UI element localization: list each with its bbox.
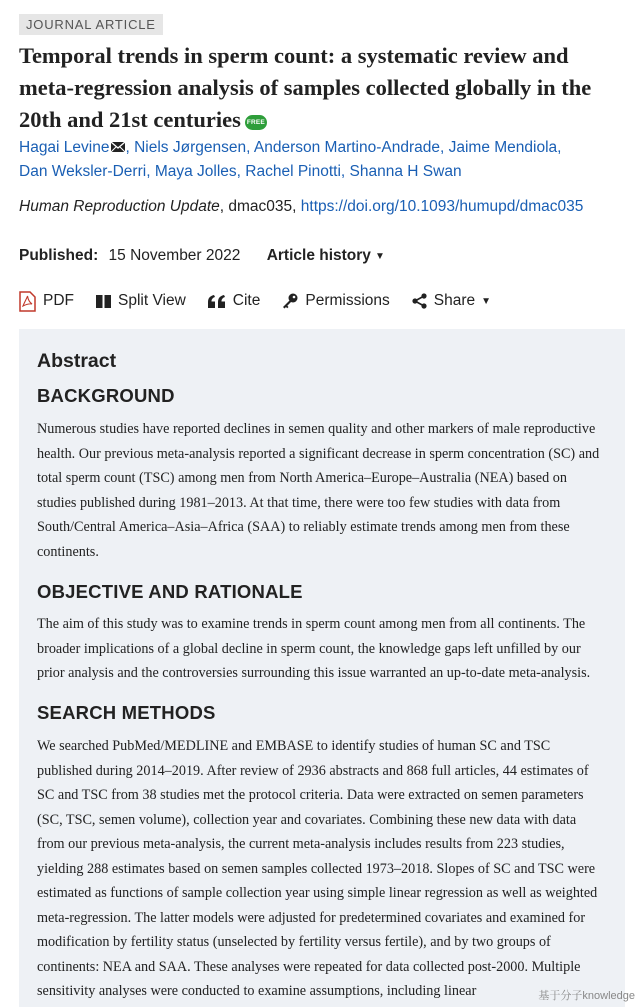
split-view-button[interactable] bbox=[96, 292, 186, 310]
published-label: Published: bbox=[19, 247, 99, 264]
article-title-text: Temporal trends in sperm count: a systematic review and meta-regression analysis of samples collected globally in the 20th and 21st centuries bbox=[19, 43, 592, 132]
section-body: Numerous studies have reported declines in semen quality and other markers of male reproductive health. Our previous meta-analysis reported a significant decrease in sperm concentration (SC) and total sperm count (TSC) among men from North America–Europe–Australia (NEA) based on studies published during 1981–2013. At that time, there were too few studies with data from South/Central America–Asia–Africa (SAA) to reliably estimate trends among men from these continents. bbox=[37, 421, 600, 560]
section-heading: SEARCH METHODS bbox=[37, 702, 216, 723]
author-link[interactable]: Rachel Pinotti bbox=[245, 163, 341, 180]
author-link[interactable]: Anderson Martino-Andrade bbox=[253, 139, 440, 156]
quote-icon bbox=[208, 295, 226, 308]
author-list: Hagai Levine , Niels Jørgensen, Anderson Martino-Andrade, Jaime Mendiola, Dan Weksler-Derri, Maya Jolles, Rachel Pinotti, Shanna H Swan bbox=[19, 139, 562, 180]
journal-name: Human Reproduction Update bbox=[19, 198, 220, 215]
abstract-panel bbox=[19, 329, 625, 1007]
author-link[interactable]: Dan Weksler-Derri bbox=[19, 163, 147, 180]
pdf-icon bbox=[19, 291, 36, 312]
published-date: 15 November 2022 bbox=[108, 247, 241, 264]
citation-line bbox=[19, 195, 624, 219]
abstract-heading: Abstract bbox=[37, 350, 117, 372]
split-view-icon bbox=[96, 295, 111, 308]
article-history-label: Article history bbox=[266, 247, 371, 264]
permissions-button[interactable] bbox=[282, 292, 389, 310]
author-link[interactable]: Niels Jørgensen bbox=[134, 139, 247, 156]
pdf-label: PDF bbox=[43, 292, 74, 309]
section-heading: OBJECTIVE AND RATIONALE bbox=[37, 581, 303, 602]
author-link[interactable]: Hagai Levine bbox=[19, 139, 110, 156]
section-heading: BACKGROUND bbox=[37, 385, 175, 406]
doi-link[interactable]: https://doi.org/10.1093/humupd/dmac035 bbox=[300, 198, 584, 215]
article-title bbox=[19, 40, 619, 136]
section-body: We searched PubMed/MEDLINE and EMBASE to identify studies of human SC and TSC published during 2014–2019. After review of 2936 abstracts and 868 full articles, 44 estimates of SC and TSC from 38 studies met the protocol criteria. Data were extracted on semen parameters (SC, TSC, semen volume), collection year and covariates. Combining these new data with data from our previous meta-analysis, the current meta-analysis includes results from 223 studies, yielding 288 estimates based on semen samples collected 1973–2018. Slopes of SC and TSC were estimated as functions of sample collection year using simple linear regression as well as weighted meta-regression. The latter models were adjusted for predetermined covariates and examined for modification by fertility status (unselected by fertility versus fertile), and by two groups of continents: NEA and SAA. These analyses were repeated for data collected post-2000. Multiple sensitivity analyses were conducted to examine assumptions, including linear bbox=[37, 738, 598, 999]
article-toolbar bbox=[19, 288, 513, 314]
author-link[interactable]: Maya Jolles bbox=[154, 163, 237, 180]
share-icon bbox=[412, 293, 427, 309]
cite-button[interactable] bbox=[208, 292, 261, 310]
publication-info bbox=[19, 245, 385, 268]
article-history-dropdown[interactable] bbox=[267, 247, 385, 264]
author-link[interactable]: Jaime Mendiola bbox=[448, 139, 558, 156]
key-icon bbox=[282, 293, 298, 309]
share-button[interactable] bbox=[412, 292, 491, 310]
chevron-down-icon: ▼ bbox=[374, 251, 385, 262]
split-view-label: Split View bbox=[118, 292, 186, 309]
email-icon[interactable] bbox=[111, 142, 125, 152]
permissions-label: Permissions bbox=[305, 292, 390, 309]
cite-label: Cite bbox=[232, 292, 261, 309]
author-link[interactable]: Shanna H Swan bbox=[349, 163, 462, 180]
chevron-down-icon: ▼ bbox=[481, 295, 492, 307]
article-id: , dmac035, bbox=[219, 198, 301, 215]
free-access-icon: FREE bbox=[245, 115, 267, 130]
share-label: Share bbox=[433, 292, 476, 309]
watermark-text: 基于分子knowledge bbox=[538, 990, 635, 1002]
article-type-badge: JOURNAL ARTICLE bbox=[19, 14, 163, 35]
section-body: The aim of this study was to examine trends in sperm count among men from all continents. The broader implications of a global decline in sperm count, the knowledge gaps left unfilled by our prior analysis and the controversies surrounding this issue warranted an up-to-date meta-analysis. bbox=[37, 616, 591, 681]
pdf-button[interactable] bbox=[19, 291, 74, 312]
